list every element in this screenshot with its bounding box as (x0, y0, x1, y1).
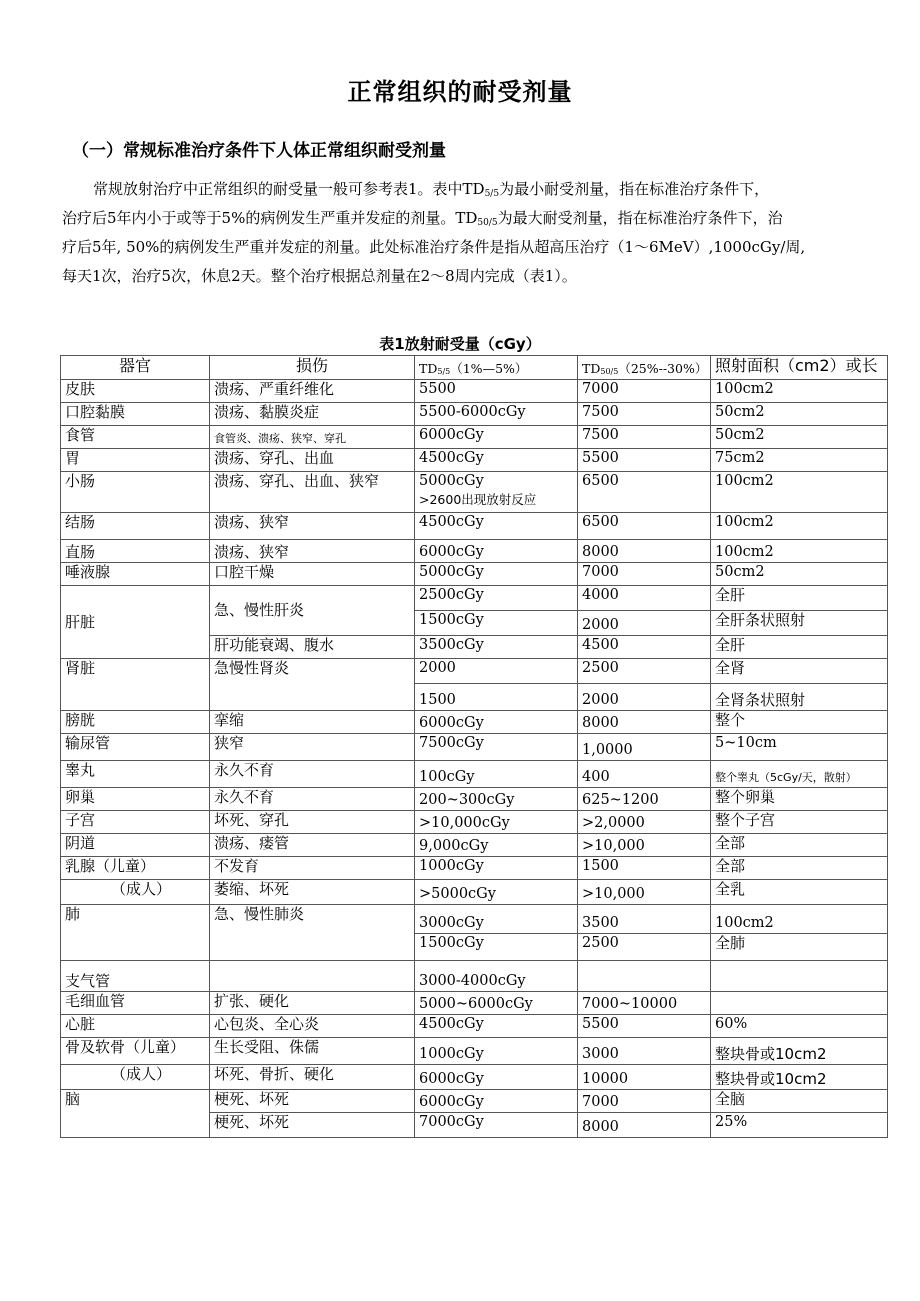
organ-cell: 睾丸 (61, 761, 210, 788)
organ-cell: 脑 (61, 1090, 210, 1138)
organ-cell: 输尿管 (61, 734, 210, 761)
td5-cell: 7500cGy (415, 734, 578, 761)
organ-cell: 结肠 (61, 513, 210, 540)
td5-cell: >10,000cGy (415, 811, 578, 834)
td5-cell: 6000cGy (415, 426, 578, 449)
td50-cell: 2500 (578, 659, 711, 684)
area-cell: 全脑 (711, 1090, 888, 1113)
td50-cell: 4500 (578, 636, 711, 659)
td50-cell: >2,0000 (578, 811, 711, 834)
td50-cell: 3000 (578, 1038, 711, 1065)
intro-paragraph (62, 175, 888, 291)
intro-line-2: 治疗后5年内小于或等于5%的病例发生严重并发症的剂量。$TD_{50/5}$为最大耐受剂量，指在标准治疗条件下，治 (62, 209, 783, 228)
td5-cell: 2000 (415, 659, 578, 684)
td5-cell (415, 472, 578, 513)
injury-cell: 食管炎、溃疡、狭窄、穿孔 (210, 426, 415, 449)
injury-cell: 坏死、穿孔 (210, 811, 415, 834)
organ-cell: 阴道 (61, 834, 210, 857)
organ-cell: 乳腺（儿童） (61, 857, 210, 880)
td50-cell: 8000 (578, 711, 711, 734)
td5-cell: 1500cGy (415, 934, 578, 961)
td5-cell: 200~300cGy (415, 788, 578, 811)
injury-cell: 狭窄 (210, 734, 415, 761)
organ-cell: （成人） (61, 1065, 210, 1090)
organ-cell: 肾脏 (61, 659, 210, 711)
td5-cell: 3500cGy (415, 636, 578, 659)
table-row (61, 380, 888, 403)
td50-cell: 7500 (578, 403, 711, 426)
table-row (61, 811, 888, 834)
organ-cell: 皮肤 (61, 380, 210, 403)
table-row (61, 992, 888, 1015)
td50-cell: 4000 (578, 586, 711, 611)
table-row (61, 659, 888, 684)
td50-cell: 5500 (578, 1015, 711, 1038)
table-caption: 表1放射耐受量（cGy） (379, 335, 541, 353)
area-cell: 整个卵巢 (711, 788, 888, 811)
injury-cell: 心包炎、全心炎 (210, 1015, 415, 1038)
area-cell: 5~10cm (711, 734, 888, 761)
area-cell (711, 961, 888, 992)
table-row (61, 540, 888, 563)
injury-cell: 急、慢性肝炎 (210, 586, 415, 636)
area-cell: 50cm2 (711, 563, 888, 586)
table-row (61, 426, 888, 449)
td50-cell: 7000 (578, 1090, 711, 1113)
organ-cell: （成人） (61, 880, 210, 905)
td50-cell: 400 (578, 761, 711, 788)
area-cell: 全肺 (711, 934, 888, 961)
table-row (61, 403, 888, 426)
area-cell: 100cm2 (711, 472, 888, 513)
td50-cell: 2500 (578, 934, 711, 961)
injury-cell: 梗死、坏死 (210, 1090, 415, 1113)
td5-cell: 6000cGy (415, 711, 578, 734)
organ-cell: 小肠 (61, 472, 210, 513)
td5-cell: 5500 (415, 380, 578, 403)
td50-cell: 8000 (578, 540, 711, 563)
organ-cell: 肝脏 (61, 586, 210, 659)
organ-cell: 卵巢 (61, 788, 210, 811)
area-cell: 100cm2 (711, 513, 888, 540)
td50-cell: 7000~10000 (578, 992, 711, 1015)
td50-cell: 7000 (578, 563, 711, 586)
area-cell: 全肾条状照射 (711, 684, 888, 711)
table-row (61, 449, 888, 472)
td50-cell: 1500 (578, 857, 711, 880)
td50-cell: 3500 (578, 905, 711, 934)
table-row (61, 1065, 888, 1090)
injury-cell: 急、慢性肺炎 (210, 905, 415, 961)
area-cell: 100cm2 (711, 540, 888, 563)
table-row (61, 586, 888, 611)
area-cell: 25% (711, 1113, 888, 1138)
header-td50: $TD_{50/5}(25\%--30\%)$ (578, 356, 711, 380)
td50-cell: 10000 (578, 1065, 711, 1090)
area-cell: 整块骨或10cm2 (711, 1038, 888, 1065)
td50-cell: 7000 (578, 380, 711, 403)
td50-cell: >10,000 (578, 880, 711, 905)
organ-cell: 唾液腺 (61, 563, 210, 586)
table-row (61, 834, 888, 857)
area-cell: 75cm2 (711, 449, 888, 472)
injury-cell: 生长受阻、侏儒 (210, 1038, 415, 1065)
injury-cell: 挛缩 (210, 711, 415, 734)
td5-note: >2600出现放射反应 (419, 492, 537, 507)
td50-cell: >10,000 (578, 834, 711, 857)
td50-cell: 1,0000 (578, 734, 711, 761)
table-row (61, 788, 888, 811)
td5-cell: 5000cGy (415, 563, 578, 586)
table-row (61, 1090, 888, 1113)
area-cell: 整个睾丸（5cGy/天，散射） (711, 761, 888, 788)
organ-cell: 口腔黏膜 (61, 403, 210, 426)
injury-cell: 溃疡、穿孔、出血 (210, 449, 415, 472)
area-cell: 全部 (711, 857, 888, 880)
table-row (61, 761, 888, 788)
td5-cell: 3000-4000cGy (415, 961, 578, 992)
td5-cell: 7000cGy (415, 1113, 578, 1138)
intro-line-4: 每天1次，治疗5次，休息2天。整个治疗根据总剂量在2～8周内完成（表1）。 (62, 267, 577, 285)
td50-cell: 7500 (578, 426, 711, 449)
area-cell: 全部 (711, 834, 888, 857)
area-cell: 100cm2 (711, 905, 888, 934)
td50-cell: 2000 (578, 611, 711, 636)
intro-line-3: 疗后5年, 50%的病例发生严重并发症的剂量。此处标准治疗条件是指从超高压治疗（1～6MeV）,1000cGy/周, (62, 238, 806, 256)
injury-cell: 永久不育 (210, 788, 415, 811)
td50-cell (578, 961, 711, 992)
injury-cell: 口腔干燥 (210, 563, 415, 586)
table-row (61, 734, 888, 761)
area-cell: 全肝条状照射 (711, 611, 888, 636)
td5-cell: 4500cGy (415, 449, 578, 472)
page-title: 正常组织的耐受剂量 (347, 78, 573, 106)
table-row (61, 1038, 888, 1065)
injury-cell: 永久不育 (210, 761, 415, 788)
table-row (61, 472, 888, 513)
dose-table (60, 355, 888, 1138)
table-row (61, 857, 888, 880)
td50-cell: 625~1200 (578, 788, 711, 811)
td5-cell: 9,000cGy (415, 834, 578, 857)
area-cell: 全肝 (711, 636, 888, 659)
injury-cell: 扩张、硬化 (210, 992, 415, 1015)
td5-cell: 1000cGy (415, 857, 578, 880)
table-row (61, 905, 888, 934)
td5-cell: 1500cGy (415, 611, 578, 636)
area-cell: 50cm2 (711, 426, 888, 449)
header-injury: 损伤 (210, 356, 415, 380)
table-row (61, 513, 888, 540)
td5-cell: 2500cGy (415, 586, 578, 611)
area-cell: 全肾 (711, 659, 888, 684)
td5-cell: 4500cGy (415, 513, 578, 540)
table-row (61, 563, 888, 586)
section-heading: （一）常规标准治疗条件下人体正常组织耐受剂量 (72, 141, 446, 161)
organ-cell: 骨及软骨（儿童） (61, 1038, 210, 1065)
organ-cell: 毛细血管 (61, 992, 210, 1015)
area-cell: 全肝 (711, 586, 888, 611)
area-cell (711, 992, 888, 1015)
header-organ: 器官 (61, 356, 210, 380)
td5-cell: 1500 (415, 684, 578, 711)
area-cell: 60% (711, 1015, 888, 1038)
table-row (61, 1015, 888, 1038)
injury-cell: 溃疡、狭窄 (210, 513, 415, 540)
td50-cell: 2000 (578, 684, 711, 711)
organ-cell: 直肠 (61, 540, 210, 563)
injury-cell: 溃疡、狭窄 (210, 540, 415, 563)
injury-cell: 溃疡、黏膜炎症 (210, 403, 415, 426)
table-row (61, 961, 888, 992)
injury-cell: 不发育 (210, 857, 415, 880)
td5-cell: 100cGy (415, 761, 578, 788)
table-row (61, 711, 888, 734)
td5-cell: 6000cGy (415, 1090, 578, 1113)
organ-cell: 膀胱 (61, 711, 210, 734)
organ-cell: 支气管 (61, 961, 210, 992)
td5-cell: >5000cGy (415, 880, 578, 905)
td5-cell: 5000~6000cGy (415, 992, 578, 1015)
injury-cell: 急慢性肾炎 (210, 659, 415, 711)
table-header-row (61, 356, 888, 380)
organ-cell: 食管 (61, 426, 210, 449)
injury-cell: 坏死、骨折、硬化 (210, 1065, 415, 1090)
injury-cell: 溃疡、瘘管 (210, 834, 415, 857)
organ-cell: 胃 (61, 449, 210, 472)
injury-cell (210, 961, 415, 992)
td50-cell: 6500 (578, 472, 711, 513)
area-cell: 整个 (711, 711, 888, 734)
td50-cell: 6500 (578, 513, 711, 540)
area-cell: 50cm2 (711, 403, 888, 426)
td5-value: 5000cGy (419, 473, 484, 489)
td50-cell: 8000 (578, 1113, 711, 1138)
td5-cell: 6000cGy (415, 540, 578, 563)
intro-line-1: 常规放射治疗中正常组织的耐受量一般可参考表1。表中$TD_{5/5}$为最小耐受剂量，指在标准治疗条件下， (93, 180, 770, 199)
td5-cell: 6000cGy (415, 1065, 578, 1090)
td5-cell: 1000cGy (415, 1038, 578, 1065)
area-cell: 100cm2 (711, 380, 888, 403)
injury-cell: 溃疡、严重纤维化 (210, 380, 415, 403)
organ-cell: 肺 (61, 905, 210, 961)
injury-cell: 肝功能衰竭、腹水 (210, 636, 415, 659)
injury-cell: 梗死、坏死 (210, 1113, 415, 1138)
area-cell: 整个子宫 (711, 811, 888, 834)
td5-cell: 3000cGy (415, 905, 578, 934)
td5-cell: 4500cGy (415, 1015, 578, 1038)
table-row (61, 880, 888, 905)
td5-cell: 5500-6000cGy (415, 403, 578, 426)
header-td5: $TD_{5/5}(1\%—5\%)$ (415, 356, 578, 380)
td50-cell: 5500 (578, 449, 711, 472)
area-cell: 整块骨或10cm2 (711, 1065, 888, 1090)
header-area: 照射面积（cm2）或长 (711, 356, 888, 380)
organ-cell: 子宫 (61, 811, 210, 834)
area-cell: 全乳 (711, 880, 888, 905)
injury-cell: 溃疡、穿孔、出血、狭窄 (210, 472, 415, 513)
injury-cell: 萎缩、坏死 (210, 880, 415, 905)
organ-cell: 心脏 (61, 1015, 210, 1038)
